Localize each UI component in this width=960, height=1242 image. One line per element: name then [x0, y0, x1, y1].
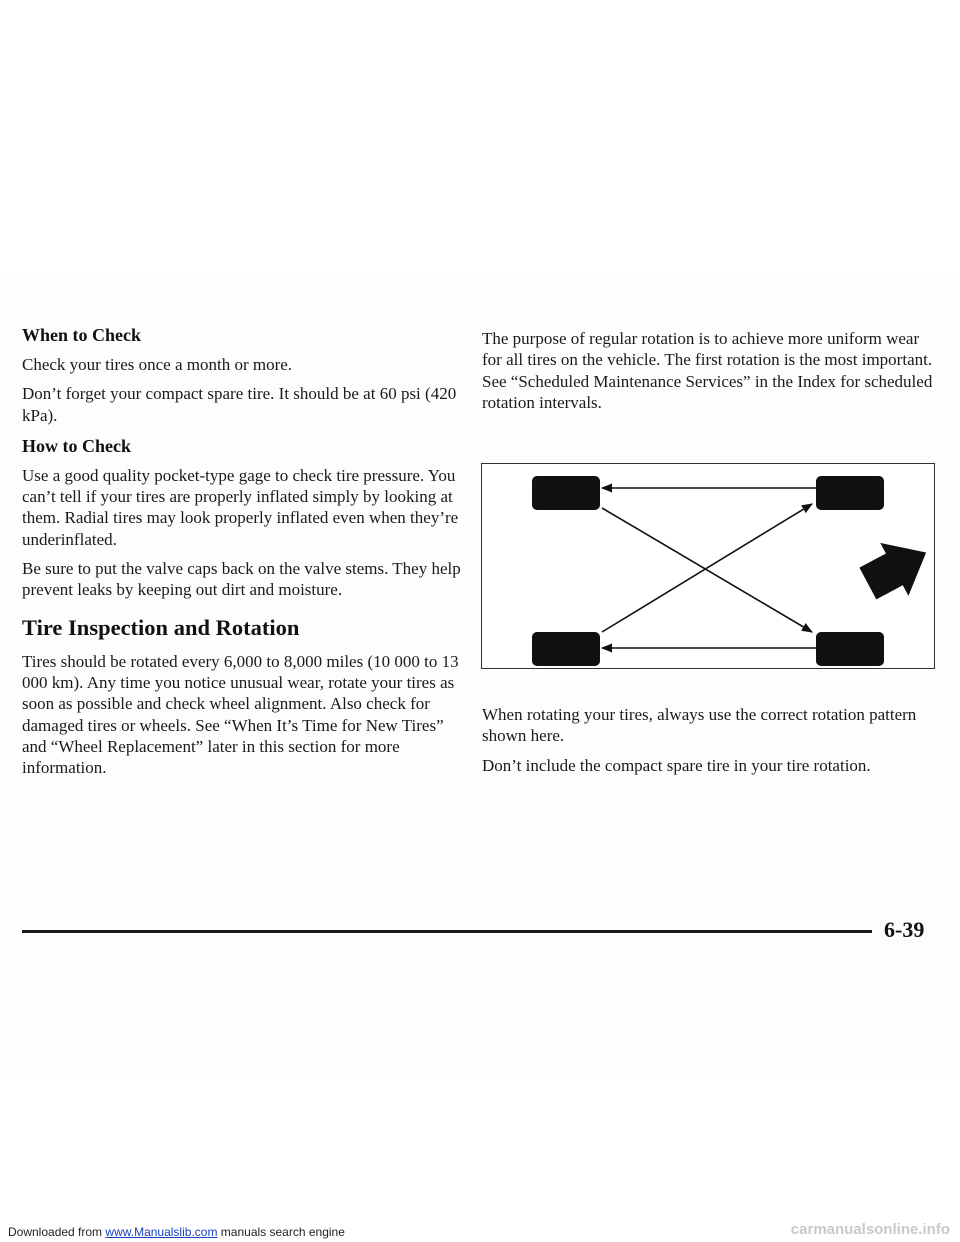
watermark-text: carmanualsonline.info — [790, 1221, 950, 1238]
page-number: 6-39 — [884, 917, 925, 942]
when-to-check-heading: When to Check — [22, 325, 142, 345]
manualslib-link[interactable]: www.Manualslib.com — [105, 1225, 218, 1239]
when-to-check-text-1: Check your tires once a month or more. — [22, 355, 293, 374]
how-to-check-text-2: Be sure to put the valve caps back on the valve stems. They help prevent leaks by keeping out dirt and moisture. — [22, 559, 461, 600]
tire-front-left — [532, 476, 600, 510]
when-to-check-text-2: Don’t forget your compact spare tire. It should be at 60 psi (420 kPa). — [22, 384, 457, 425]
download-footer — [8, 1225, 345, 1239]
spare-tire-text: Don’t include the compact spare tire in your tire rotation. — [482, 755, 871, 775]
how-to-check-text-1: Use a good quality pocket-type gage to check tire pressure. You can’t tell if your tires are properly inflated simply by looking at them. Radial tires may look properly inflated even when they’re underinflated. — [22, 465, 459, 549]
right-column-lower — [482, 704, 942, 784]
footer-rule — [22, 930, 872, 933]
tire-rear-right — [816, 632, 884, 666]
left-column — [22, 325, 470, 786]
rotation-purpose-text: The purpose of regular rotation is to achieve more uniform wear for all tires on the vehicle. The first rotation is the most important. See “Scheduled Maintenance Services” in the Index for scheduled rotation intervals. — [482, 329, 933, 412]
tire-inspection-heading: Tire Inspection and Rotation — [22, 614, 300, 640]
tire-front-right — [816, 476, 884, 510]
how-to-check-heading: How to Check — [22, 435, 131, 456]
rotation-pattern-graphic — [482, 464, 936, 670]
footer-suffix: manuals search engine — [220, 1225, 345, 1239]
right-column — [482, 328, 942, 421]
footer-prefix: Downloaded from — [8, 1225, 103, 1239]
forward-direction-arrow-icon — [854, 526, 936, 610]
tire-rear-left — [532, 632, 600, 666]
tire-inspection-text: Tires should be rotated every 6,000 to 8,000 miles (10 000 to 13 000 km). Any time you notice unusual wear, rotate your tires as soon as possible and check wheel alignment. Also check for damaged tires or wheels. See “When It’s Time for New Tires” and “Wheel Replacement” later in this section for more information. — [22, 651, 459, 778]
rotation-pattern-text: When rotating your tires, always use the correct rotation pattern shown here. — [482, 705, 917, 746]
tire-rotation-diagram — [481, 463, 935, 669]
